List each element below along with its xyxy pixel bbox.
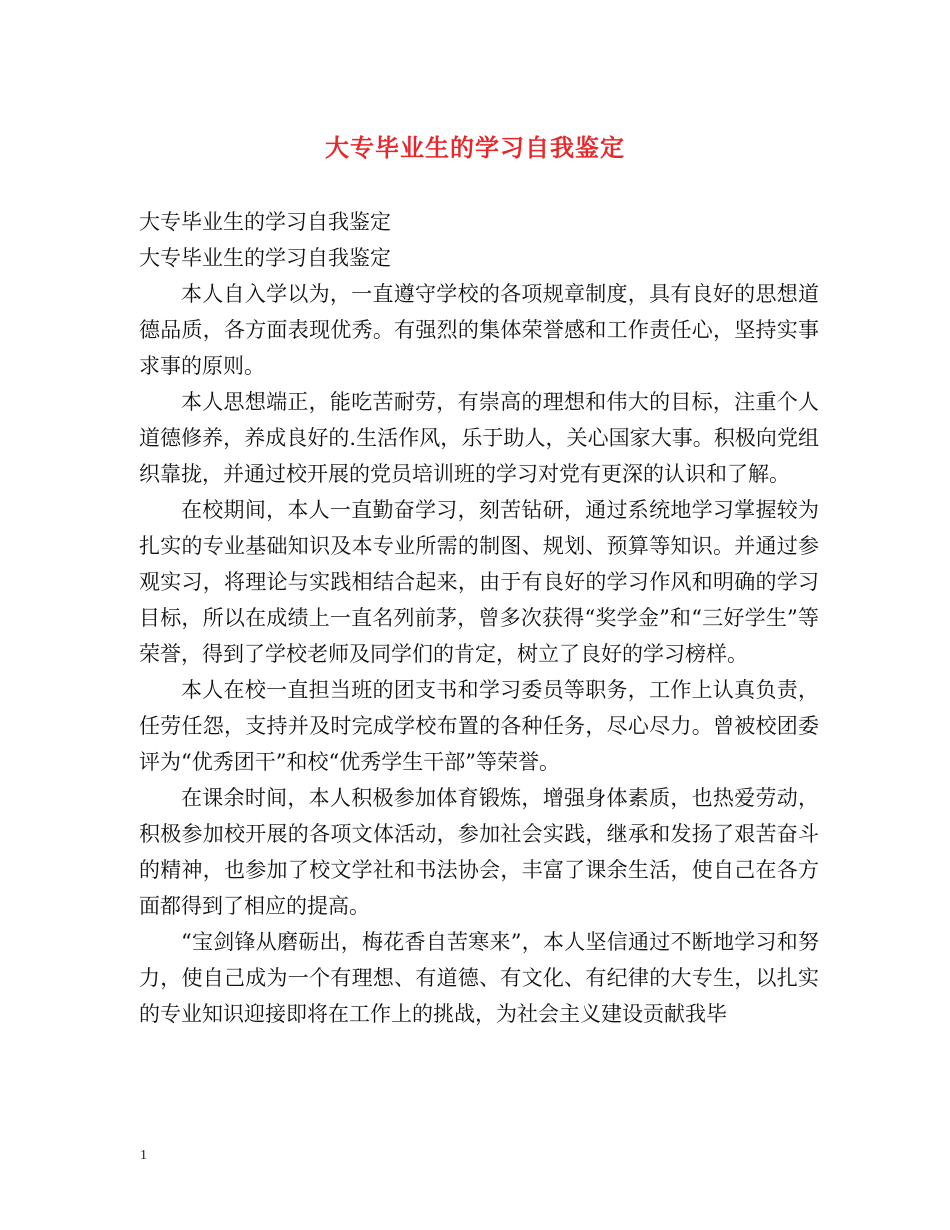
body-paragraph: 本人思想端正，能吃苦耐劳，有崇高的理想和伟大的目标，注重个人道德修养，养成良好的.生活作风，乐于助人，关心国家大事。积极向党组织靠拢，并通过校开展的党员培训班的学习对党有更深的认识和了解。 bbox=[139, 390, 819, 486]
body-paragraph: 本人在校一直担当班的团支书和学习委员等职务，工作上认真负责，任劳任怨，支持并及时完成学校布置的各种任务，尽心尽力。曾被校团委评为“优秀团干”和校“优秀学生干部”等荣誉。 bbox=[139, 678, 819, 774]
page-number: 1 bbox=[140, 1148, 147, 1163]
body-paragraph: 本人自入学以为，一直遵守学校的各项规章制度，具有良好的思想道 德品质，各方面表现优秀。有强烈的集体荣誉感和工作责任心，坚持实事求事的原则。 bbox=[139, 282, 819, 378]
document-title: 大专毕业生的学习自我鉴定 bbox=[325, 133, 625, 162]
body-paragraph: “宝剑锋从磨砺出，梅花香自苦寒来”，本人坚信通过不断地学习和努力，使自己成为一个有理想、有道德、有文化、有纪律的大专生，以扎实的专业知识迎接即将在工作上的挑战，为社会主义建设贡献我毕 bbox=[139, 930, 819, 1026]
document-body bbox=[139, 204, 819, 1032]
body-paragraph: 在校期间，本人一直勤奋学习，刻苦钻研，通过系统地学习掌握较为扎实的专业基础知识及本专业所需的制图、规划、预算等知识。并通过参观实习，将理论与实践相结合起来，由于有良好的学习作风和明确的学习目标，所以在成绩上一直名列前茅，曾多次获得“奖学金”和“三好学生”等荣誉，得到了学校老师及同学们的肯定，树立了良好的学习榜样。 bbox=[139, 498, 819, 666]
heading-line: 大专毕业生的学习自我鉴定 bbox=[139, 210, 391, 234]
heading-line: 大专毕业生的学习自我鉴定 bbox=[139, 246, 391, 270]
body-paragraph: 在课余时间，本人积极参加体育锻炼，增强身体素质，也热爱劳动，积极参加校开展的各项文体活动，参加社会实践，继承和发扬了艰苦奋斗的精神，也参加了校文学社和书法协会，丰富了课余生活，使自己在各方面都得到了相应的提高。 bbox=[139, 786, 819, 918]
